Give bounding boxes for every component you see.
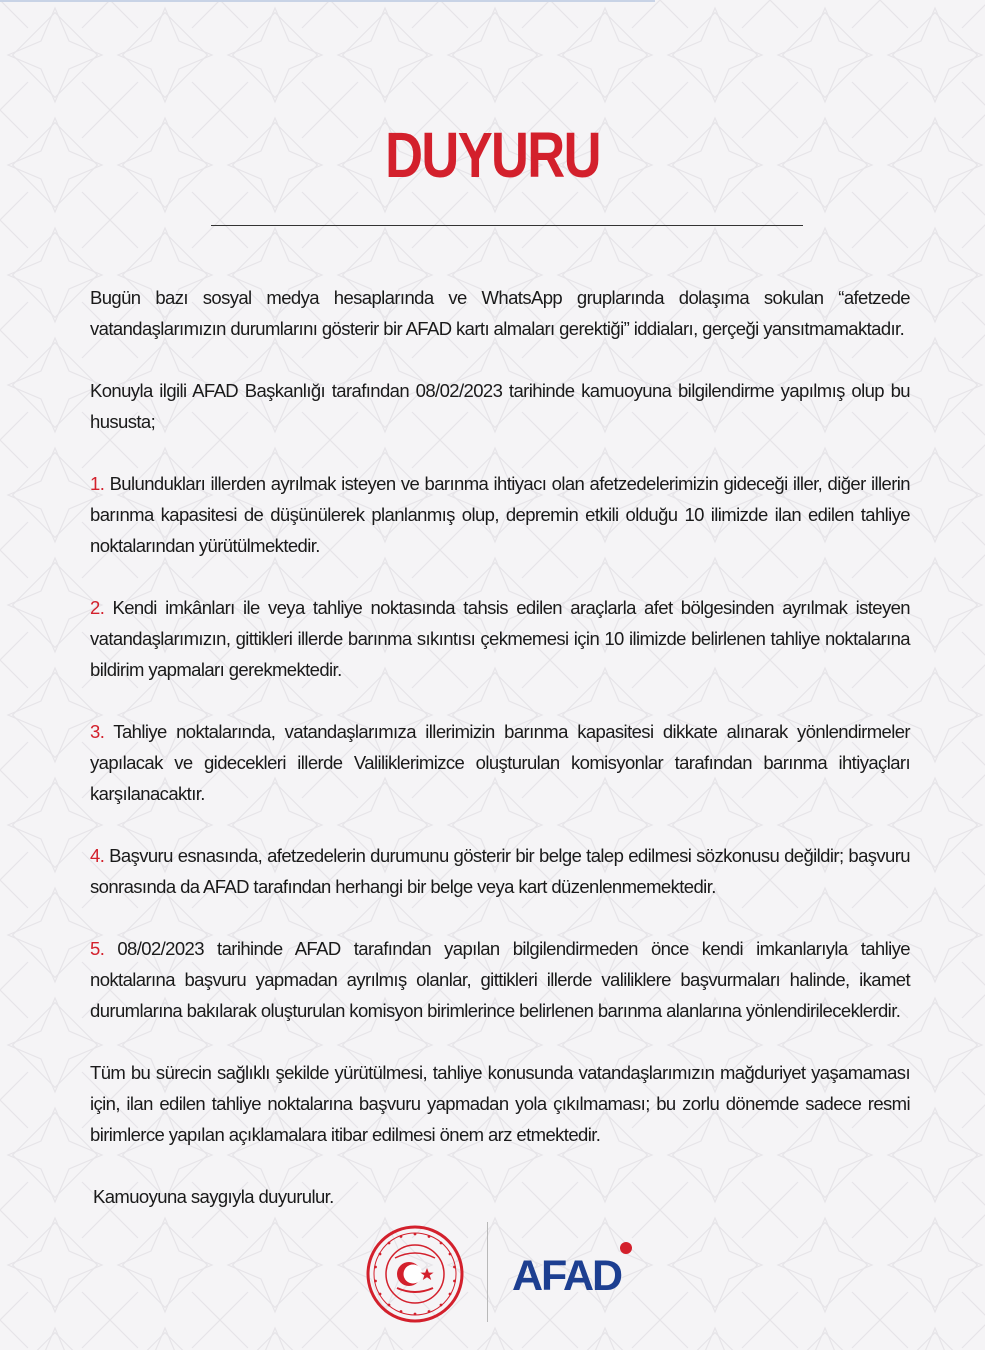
closing-line: Kamuoyuna saygıyla duyurulur. — [93, 1186, 334, 1207]
list-item-number: 2. — [90, 597, 105, 618]
title-divider — [211, 225, 803, 226]
ministry-seal-icon — [365, 1224, 465, 1324]
page-title: DUYURU — [385, 119, 600, 191]
list-item — [90, 468, 910, 561]
afad-logo-dot — [620, 1242, 632, 1254]
list-item-number: 5. — [90, 938, 105, 959]
list-item-text: Başvuru esnasında, afetzedelerin durumunu gösterir bir belge talep edilmesi sözkonusu değildir; başvuru sonrasında da AFAD tarafından herhangi bir belge veya kart düzenlenmemektedir. — [90, 845, 910, 897]
list-item-number: 4. — [90, 845, 105, 866]
logo-separator — [487, 1222, 488, 1322]
list-item — [90, 716, 910, 809]
list-item-text: 08/02/2023 tarihinde AFAD tarafından yapılan bilgilendirmeden önce kendi imkanlarıyla tahliye noktalarına başvuru yapmadan ayrılmış olanlar, gittikleri illerde valiliklere başvurmaları halinde, ikamet durumlarına bakılarak oluşturulan komisyon birimlerince belirlenen barınma alanlarına yönlendirileceklerdir. — [90, 938, 910, 1021]
list-item-text: Tahliye noktalarında, vatandaşlarımıza illerimizin barınma kapasitesi dikkate alınarak yönlendirmeler yapılacak ve gidecekleri illerde Valiliklerimizce oluşturulan komisyonlar tarafından barınma ihtiyaçları karşılanacaktır. — [90, 721, 910, 804]
footer-logos — [0, 1222, 985, 1327]
list-item-number: 3. — [90, 721, 105, 742]
afad-logo-text: AFAD — [512, 1252, 622, 1300]
announcement-body — [90, 282, 910, 1212]
list-item-text: Bulundukları illerden ayrılmak isteyen ve barınma ihtiyacı olan afetzedelerimizin gideceği iller, diğer illerin barınma kapasitesi de düşünülerek planlanmış olup, depremin etkili olduğu 10 ilimizde ilan edilen tahliye noktalarından yürütülmektedir. — [90, 473, 910, 556]
afad-logo — [512, 1242, 637, 1317]
list-item-number: 1. — [90, 473, 105, 494]
list-item — [90, 592, 910, 685]
list-item — [90, 840, 910, 902]
context-paragraph: Konuyla ilgili AFAD Başkanlığı tarafından 08/02/2023 tarihinde kamuoyuna bilgilendirme yapılmış olup bu hususta; — [90, 380, 910, 432]
summary-paragraph: Tüm bu sürecin sağlıklı şekilde yürütülmesi, tahliye konusunda vatandaşlarımızın mağduriyet yaşamaması için, ilan edilen tahliye noktalarına başvuru yapmadan yola çıkılmaması; bu zorlu dönemde sadece resmi birimlerce yapılan açıklamalara itibar edilmesi önem arz etmektedir. — [90, 1062, 910, 1145]
list-item-text: Kendi imkânları ile veya tahliye noktasında tahsis edilen araçlarla afet bölgesinden ayrılmak isteyen vatandaşlarımızın, gittikleri illerde barınma sıkıntısı çekmemesi için 10 ilimizde belirlenen tahliye noktalarına bildirim yapmaları gerekmektedir. — [90, 597, 910, 680]
intro-paragraph: Bugün bazı sosyal medya hesaplarında ve WhatsApp gruplarında dolaşıma sokulan “afetzede vatandaşlarımızın durumlarını gösterir bir AFAD kartı almaları gerektiği” iddiaları, gerçeği yansıtmamaktadır. — [90, 287, 910, 339]
list-item — [90, 933, 910, 1026]
